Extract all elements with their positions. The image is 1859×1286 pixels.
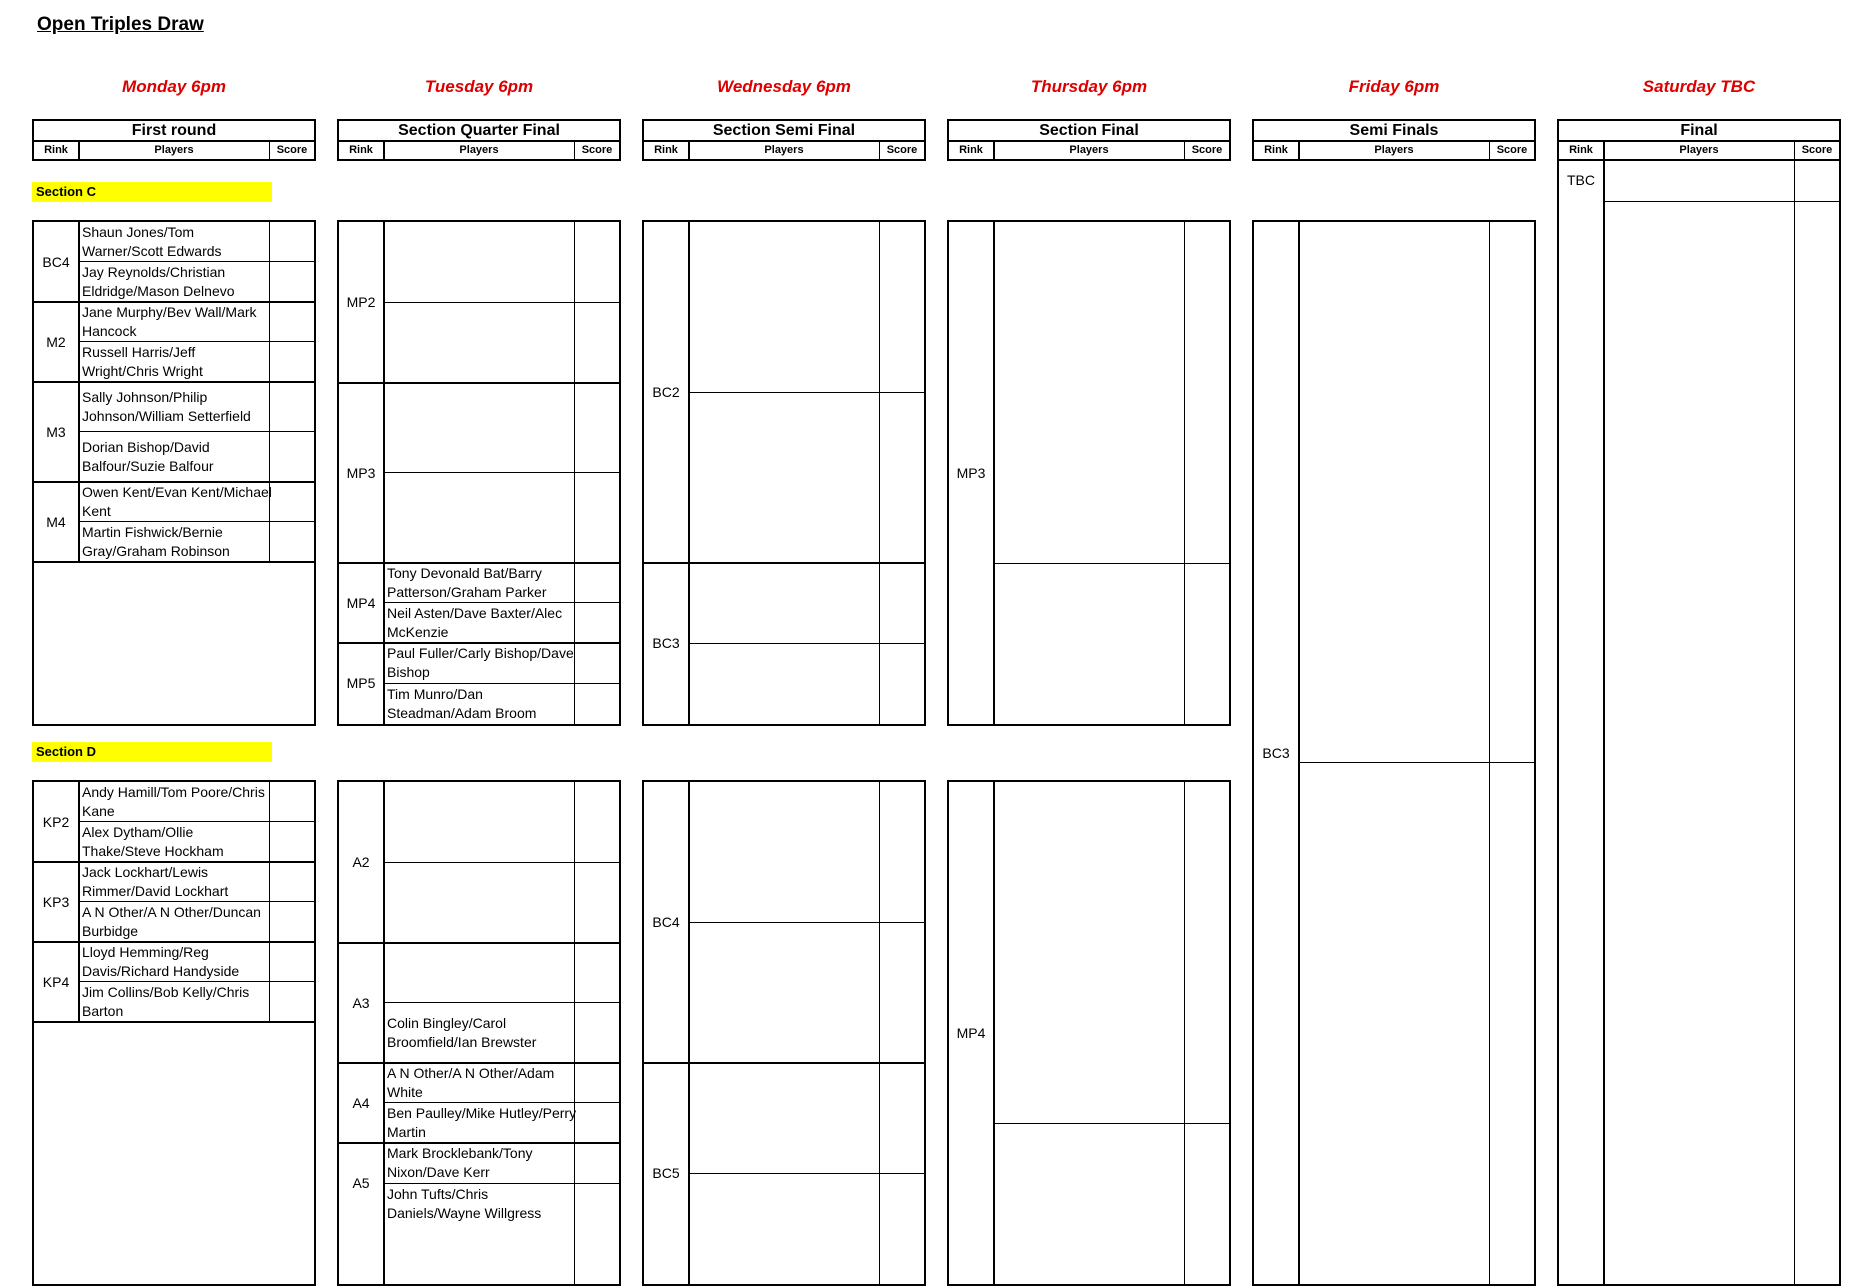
match-divider [34, 1021, 314, 1023]
rink-header: Rink [339, 142, 385, 159]
rink-divider [1298, 222, 1300, 1284]
team-divider [688, 1173, 924, 1174]
player-names: Russell Harris/Jeff Wright/Chris Wright [82, 344, 203, 379]
rink-label: MP4 [346, 595, 376, 611]
team-divider [993, 563, 1229, 564]
player-names: Jim Collins/Bob Kelly/Chris Barton [82, 984, 250, 1019]
score-header: Score [1489, 142, 1534, 159]
rink-label: BC3 [1262, 745, 1290, 761]
day-label: Wednesday 6pm [717, 77, 851, 96]
rink-label: BC3 [652, 635, 680, 651]
rink-divider [78, 782, 80, 1022]
rink-label: TBC [1567, 172, 1595, 188]
round-header [1252, 119, 1536, 161]
team-divider [688, 922, 924, 923]
rink-divider [78, 222, 80, 562]
rink-label: A5 [352, 1175, 370, 1191]
round-title: Final [1559, 121, 1839, 142]
section_c-quarter-final [337, 220, 621, 726]
team-divider [1298, 762, 1534, 763]
section_d-first-round [32, 780, 316, 1286]
rink-label: BC4 [652, 914, 680, 930]
player-names: Lloyd Hemming/Reg Davis/Richard Handyside [82, 944, 240, 979]
rink-divider [993, 222, 995, 724]
rink-label: BC4 [42, 254, 70, 270]
score-header: Score [574, 142, 619, 159]
players-header: Players [1069, 144, 1109, 156]
player-names: Andy Hamill/Tom Poore/Chris Kane [82, 784, 265, 819]
rink-label: BC5 [652, 1165, 680, 1181]
rink-label: M3 [46, 424, 66, 440]
player-names: Tim Munro/Dan Steadman/Adam Broom [387, 685, 537, 721]
rink-divider [688, 782, 690, 1284]
round-title: Section Quarter Final [339, 121, 619, 142]
rink-header: Rink [34, 142, 80, 159]
round-header [32, 119, 316, 161]
player-names: Tony Devonald Bat/Barry Patterson/Graham Parker [387, 565, 547, 600]
rink-label: MP5 [346, 675, 376, 691]
score-header: Score [269, 142, 314, 159]
rink-label: KP2 [42, 814, 70, 830]
team-divider [1603, 201, 1839, 202]
score-divider [1184, 222, 1185, 724]
team-divider [688, 643, 924, 644]
rink-label: M2 [46, 334, 66, 350]
rink-label: MP4 [956, 1025, 986, 1041]
semi-finals-frame [1252, 220, 1536, 1286]
player-names: Mark Brocklebank/Tony Nixon/Dave Kerr [387, 1145, 533, 1181]
player-names: John Tufts/Chris Daniels/Wayne Willgress [387, 1185, 542, 1221]
team-divider [688, 392, 924, 393]
round-header [947, 119, 1231, 161]
round-header [642, 119, 926, 161]
player-names: Sally Johnson/Philip Johnson/William Setterfield [82, 389, 251, 424]
player-names: Ben Paulley/Mike Hutley/Perry Martin [387, 1105, 577, 1140]
rink-divider [1603, 161, 1605, 1284]
section_d-semi-final [642, 780, 926, 1286]
page-title: Open Triples Draw [37, 14, 204, 35]
rink-label: MP3 [956, 465, 986, 481]
player-names: Alex Dytham/Ollie Thake/Steve Hockham [82, 824, 224, 859]
day-label: Monday 6pm [122, 77, 226, 96]
player-names: Neil Asten/Dave Baxter/Alec McKenzie [387, 605, 563, 640]
rink-label: BC2 [652, 384, 680, 400]
rink-label: M4 [46, 514, 66, 530]
round-title: First round [34, 121, 314, 142]
player-names: A N Other/A N Other/Duncan Burbidge [82, 904, 261, 939]
match-divider [34, 561, 314, 563]
round-title: Section Semi Final [644, 121, 924, 142]
section_c-first-round [32, 220, 316, 726]
score-header: Score [879, 142, 924, 159]
players-header: Players [764, 144, 804, 156]
round-title: Section Final [949, 121, 1229, 142]
rink-label: A2 [352, 854, 370, 870]
rink-label: A4 [352, 1095, 370, 1111]
section_d-section-final [947, 780, 1231, 1286]
player-names: Owen Kent/Evan Kent/Michael Kent [82, 484, 272, 519]
player-names: Jack Lockhart/Lewis Rimmer/David Lockhart [82, 864, 229, 899]
score-divider [879, 222, 880, 724]
team-divider [993, 1123, 1229, 1124]
score-header: Score [1794, 142, 1839, 159]
score-divider [1794, 161, 1795, 1284]
final-frame [1557, 159, 1841, 1286]
round-header [1557, 119, 1841, 161]
score-divider [879, 782, 880, 1284]
section_d-quarter-final [337, 780, 621, 1286]
section-label-d: Section D [32, 742, 272, 762]
player-names: Colin Bingley/Carol Broomfield/Ian Brewster [387, 1015, 537, 1050]
players-header: Players [1374, 144, 1414, 156]
day-label: Saturday TBC [1642, 77, 1756, 96]
player-names: Shaun Jones/Tom Warner/Scott Edwards [82, 224, 222, 259]
day-label: Tuesday 6pm [424, 77, 534, 96]
rink-header: Rink [1254, 142, 1300, 159]
rink-header: Rink [644, 142, 690, 159]
rink-label: A3 [352, 995, 370, 1011]
players-header: Players [154, 144, 194, 156]
round-title: Semi Finals [1254, 121, 1534, 142]
rink-divider [688, 222, 690, 724]
score-header: Score [1184, 142, 1229, 159]
player-names: Jay Reynolds/Christian Eldridge/Mason Delnevo [82, 264, 235, 299]
score-divider [1184, 782, 1185, 1284]
rink-label: MP2 [346, 294, 376, 310]
players-header: Players [459, 144, 499, 156]
section_c-section-final [947, 220, 1231, 726]
round-header [337, 119, 621, 161]
rink-label: KP3 [42, 894, 70, 910]
score-divider [1489, 222, 1490, 1284]
player-names: A N Other/A N Other/Adam White [387, 1065, 555, 1100]
rink-label: KP4 [42, 974, 70, 990]
player-names: Dorian Bishop/David Balfour/Suzie Balfour [82, 439, 214, 474]
day-label: Thursday 6pm [1030, 77, 1148, 96]
player-names: Martin Fishwick/Bernie Gray/Graham Robinson [82, 524, 230, 559]
rink-divider [383, 222, 385, 724]
rink-divider [993, 782, 995, 1284]
rink-divider [383, 782, 385, 1284]
rink-label: MP3 [346, 465, 376, 481]
section_c-semi-final [642, 220, 926, 726]
rink-header: Rink [949, 142, 995, 159]
rink-header: Rink [1559, 142, 1605, 159]
player-names: Jane Murphy/Bev Wall/Mark Hancock [82, 304, 257, 339]
day-label: Friday 6pm [1348, 77, 1440, 96]
players-header: Players [1679, 144, 1719, 156]
player-names: Paul Fuller/Carly Bishop/Dave Bishop [387, 645, 574, 681]
section-label-c: Section C [32, 182, 272, 202]
